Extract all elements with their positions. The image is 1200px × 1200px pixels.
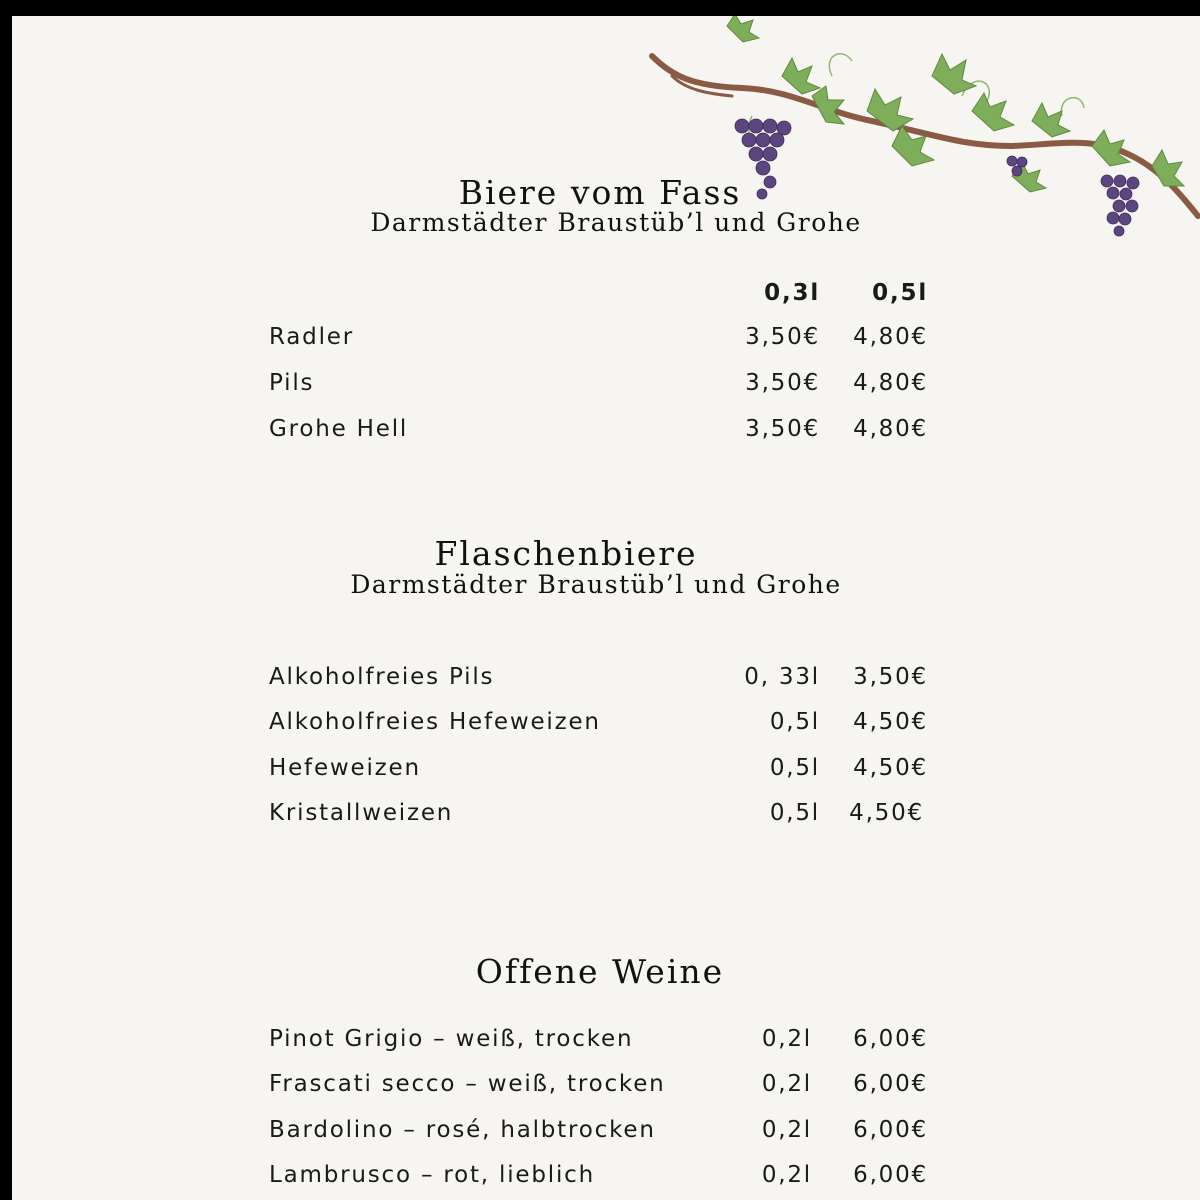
item-price-large: 4,80€ [853,370,928,396]
item-name: Bardolino – rosé, halbtrocken [269,1117,656,1143]
item-volume: 0,2l [761,1117,812,1143]
item-price-small: 3,50€ [745,324,820,350]
item-price: 4,50€ [853,755,928,781]
item-volume: 0,5l [769,709,820,735]
section-title: Biere vom Fass [458,173,742,212]
item-price: 6,00€ [853,1162,928,1188]
column-header: 0,3l [764,280,820,306]
item-price: 3,50€ [853,664,928,690]
section-subtitle: Darmstädter Braustüb’l und Grohe [370,208,862,237]
item-price: 4,50€ [849,800,924,826]
item-name: Lambrusco – rot, lieblich [269,1162,595,1188]
item-name: Kristallweizen [269,800,454,826]
item-name: Alkoholfreies Hefeweizen [269,709,601,735]
grape-vine-icon [632,16,1200,276]
section-title: Offene Weine [475,952,725,991]
item-volume: 0,2l [761,1071,812,1097]
item-name: Alkoholfreies Pils [269,664,495,690]
menu-page [12,16,1200,1200]
item-volume: 0, 33l [744,664,820,690]
item-name: Grohe Hell [269,416,409,442]
item-price-small: 3,50€ [745,370,820,396]
item-price: 6,00€ [853,1071,928,1097]
item-price-large: 4,80€ [853,416,928,442]
item-volume: 0,5l [769,755,820,781]
item-volume: 0,2l [761,1162,812,1188]
item-volume: 0,5l [769,800,820,826]
item-price-small: 3,50€ [745,416,820,442]
item-name: Hefeweizen [269,755,421,781]
column-header: 0,5l [872,280,928,306]
item-name: Radler [269,324,354,350]
item-name: Pinot Grigio – weiß, trocken [269,1026,634,1052]
item-price: 6,00€ [853,1026,928,1052]
item-volume: 0,2l [761,1026,812,1052]
item-name: Frascati secco – weiß, trocken [269,1071,666,1097]
item-price-large: 4,80€ [853,324,928,350]
item-price: 4,50€ [853,709,928,735]
section-subtitle: Darmstädter Braustüb’l und Grohe [350,570,842,599]
item-name: Pils [269,370,315,396]
item-price: 6,00€ [853,1117,928,1143]
section-title: Flaschenbiere [434,534,698,573]
